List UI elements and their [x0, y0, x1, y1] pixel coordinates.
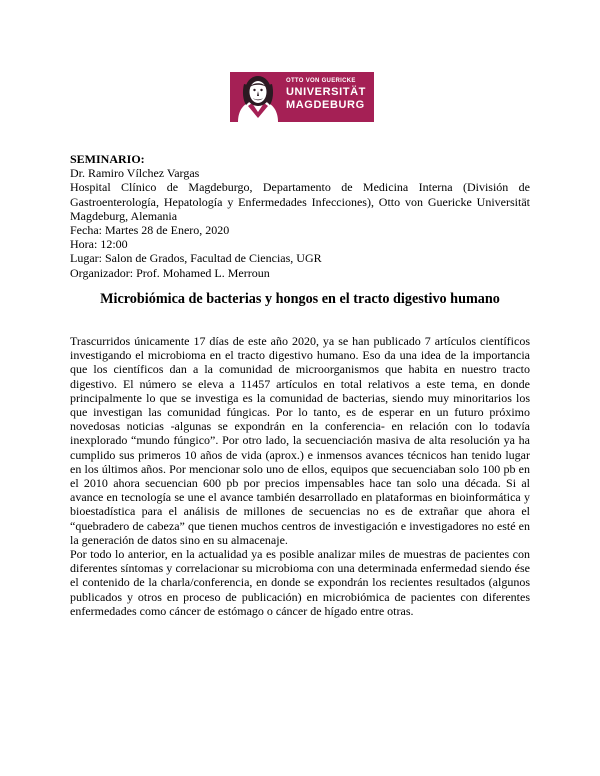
seminar-place: Lugar: Salon de Grados, Facultad de Ciencias, UGR: [70, 251, 322, 266]
speaker-name: Dr. Ramiro Vílchez Vargas: [70, 166, 200, 181]
seminar-time: Hora: 12:00: [70, 237, 128, 252]
guericke-portrait-icon: [230, 72, 286, 122]
seminar-label: SEMINARIO:: [70, 152, 145, 166]
logo-wordmark: [286, 78, 372, 111]
abstract-paragraph-2: Por todo lo anterior, en la actualidad ya es posible analizar miles de muestras de pacientes con diferentes síntomas y correlacionar su microbioma con una determinada enfermedad siendo ése el contenido de la charla/conferencia, en donde se expondrán los recientes resultados (algunos publicados y otros en proceso de publicación) en microbiómica de pacientes con diferentes enfermedades como cáncer de estómago o cáncer de hígado entre otras.: [70, 547, 530, 618]
abstract-paragraph-1: Trascurridos únicamente 17 días de este año 2020, ya se han publicado 7 artículos científicos investigando el microbioma en el tracto digestivo humano. Eso da una idea de la importancia que los científicos dan a la comunidad de microorganismos que habita en nuestro tracto digestivo. El número se eleva a 11457 artículos en total relativos a este tema, en donde principalmente lo que se investiga es la comunidad de bacterias, siendo muy minoritarios los que investigan las comunidad fúngicas. Por lo tanto, es de esperar en un futuro próximo novedosas noticias -algunas se expondrán en la conferencia- en relación con lo todavía inexplorado “mundo fúngico”. Por otro lado, la secuenciación masiva de alta resolución ya ha cumplido sus primeros 10 años de vida (aprox.) e inmensos avances técnicos han tenido lugar en los últimos años. Por mencionar solo uno de ellos, equipos que secuenciaban solo 100 pb en el 2010 ahora secuencian 600 pb por precios impensables hace tan solo una década. Si al avance en tecnología se une el avance también desarrollado en plataformas en bioinformática y bioestadística para el análisis de millones de secuencias no es de extrañar que ahora el “quebradero de cabeza” que tienen muchos centros de investigación e investigadores no esté en la generación de datos sino en su almacenaje.: [70, 334, 530, 547]
seminar-organizer: Organizador: Prof. Mohamed L. Merroun: [70, 265, 270, 280]
seminar-date: Fecha: Martes 28 de Enero, 2020: [70, 223, 230, 238]
university-logo: [230, 72, 374, 122]
logo-text-line1: OTTO VON GUERICKE: [286, 78, 356, 84]
seminar-abstract: [70, 334, 530, 618]
seminar-title: Microbiómica de bacterias y hongos en el tracto digestivo humano: [100, 291, 500, 307]
seminar-info: [70, 152, 530, 280]
speaker-affiliation: Hospital Clínico de Magdeburgo, Departamento de Medicina Interna (División de Gastroenterología, Hepatología y Enfermedades Infecciones), Otto von Guericke Universität Magdeburg, Alemania: [70, 180, 530, 223]
logo-text-line2: UNIVERSITÄT: [286, 86, 366, 98]
logo-text-line3: MAGDEBURG: [286, 99, 365, 111]
